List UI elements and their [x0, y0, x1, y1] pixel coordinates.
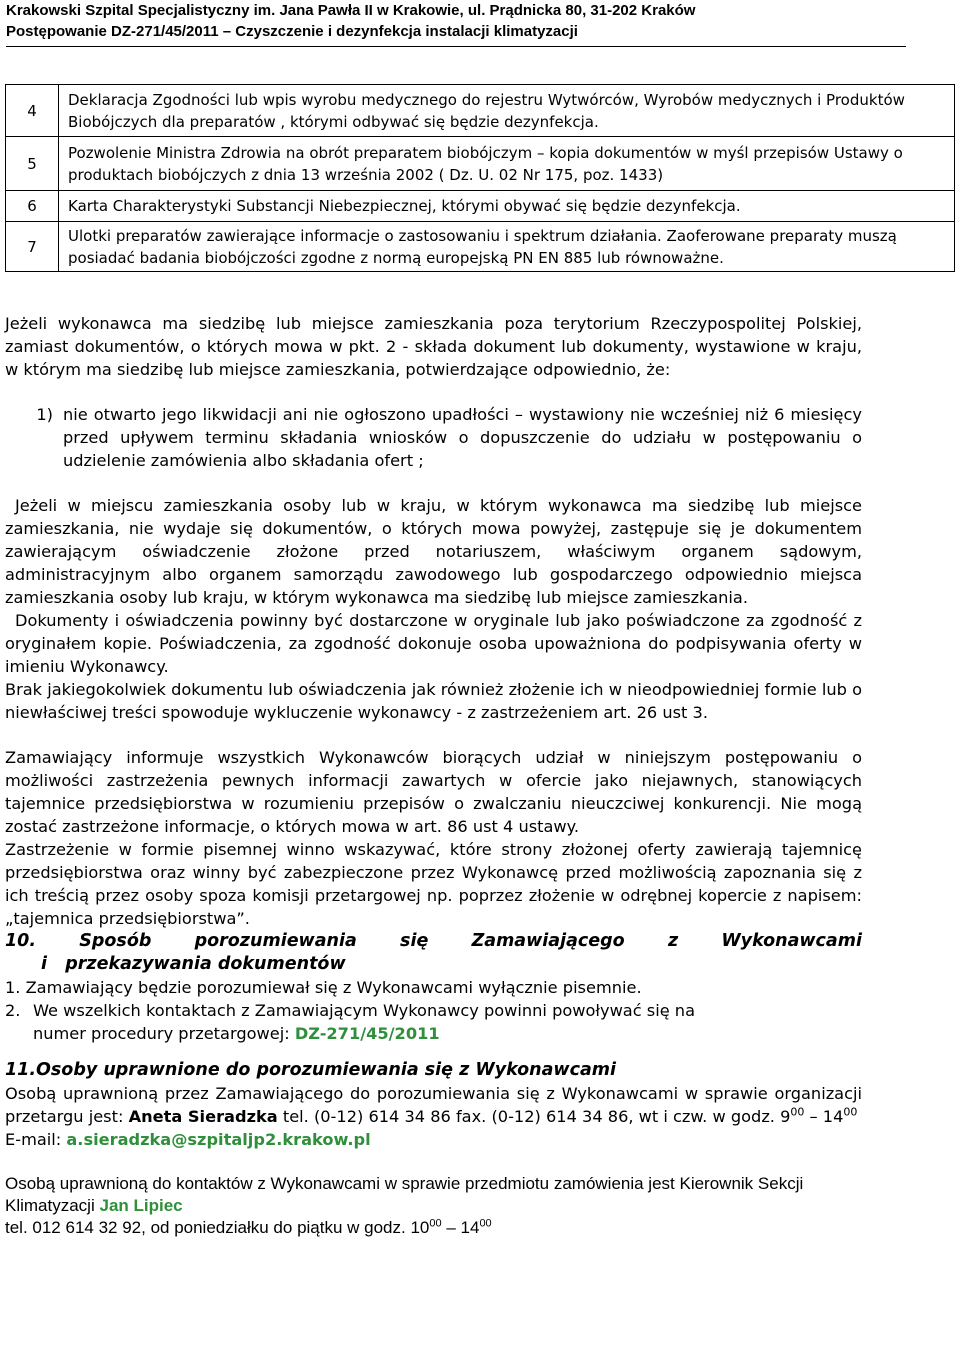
paragraph-notary-statement: Jeżeli w miejscu zamieszkania osoby lub w kraju, w którym wykonawca ma siedzibę lub miejsce zamieszkania, nie wydaje się dokumentów, o których mowa powyżej, zastępuje się je dokumentem zawierającym oświadczenie złożone przed notariuszem, właściwym organem sądowym, administracyjnym albo organem samorządu zawodowego lub gospodarczego odpowiednio miejsca zamieszkania osoby lub kraju, w którym wykonawca ma siedzibę lub miejsce zamieszkania. — [5, 496, 862, 607]
hours-superscript: 00 — [479, 1217, 492, 1230]
phone-hours: tel. 012 614 32 92, od poniedziałku do piątku w godz. 10 — [5, 1218, 430, 1237]
contact-person-name: Aneta Sieradzka — [128, 1107, 278, 1126]
hours-dash: – 14 — [441, 1218, 480, 1237]
document-body — [5, 312, 862, 1239]
procedure-number-label: numer procedury przetargowej: — [33, 1024, 290, 1043]
paragraph-trade-secret-form: Zastrzeżenie w formie pisemnej winno wskazywać, które strony złożonej oferty zawierają tajemnicę przedsiębiorstwa oraz winny być zabezpieczone przez Wykonawcę przed możliwością zapoznania się z ich treścią przez osoby spoza komisji przetargowej np. poprzez złożenie w odrębnej kopercie z napisem: „tajemnica przedsiębiorstwa”. — [5, 840, 862, 928]
section-10-word: z — [667, 931, 679, 951]
row-text: Pozwolenie Ministra Zdrowia na obrót preparatem biobójczym – kopia dokumentów w myśl przepisów Ustawy o produktach biobójczych z dnia 13 września 2002 ( Dz. U. 02 Nr 175, poz. 1433) — [59, 137, 955, 191]
contact-phone-hours: tel. (0-12) 614 34 86 fax. (0-12) 614 34 86, wt i czw. w godz. 9 — [282, 1107, 791, 1126]
paragraph-foreign-contractor: Jeżeli wykonawca ma siedzibę lub miejsce zamieszkania poza terytorium Rzeczypospolitej Polskiej, zamiast dokumentów, o których mowa w pkt. 2 - składa dokument lub dokumenty, wystawione w kraju, w którym ma siedzibę lub miejsce zamieszkania, potwierdzające odpowiednio, że: — [5, 314, 862, 379]
section-12-phone — [5, 1217, 862, 1239]
section-10-word: się — [400, 931, 429, 951]
procedure-number-code: DZ-271/45/2011 — [294, 1024, 440, 1043]
section-10-word: Wykonawcami — [721, 931, 862, 951]
list-item-number: 2. — [5, 1001, 21, 1020]
section-10-heading-line2: i przekazywania dokumentów — [41, 954, 346, 974]
hours-dash: – 14 — [804, 1107, 844, 1126]
row-number: 7 — [6, 222, 59, 272]
row-number: 5 — [6, 137, 59, 191]
section-10-item-1: 1. Zamawiający będzie porozumiewał się z Wykonawcami wyłącznie pisemnie. — [5, 978, 642, 997]
paragraph-missing-documents: Brak jakiegokolwiek dokumentu lub oświadczenia jak również złożenie ich w nieodpowiedniej formie lub o niewłaściwej treści spowoduje wykluczenie wykonawcy - z zastrzeżeniem art. 26 ust 3. — [5, 680, 862, 722]
section-11-contact — [5, 1082, 862, 1128]
hours-superscript: 00 — [790, 1105, 805, 1119]
contact-text: Osobą uprawnioną przez Zamawiającego do porozumiewania się z Wykonawcami w sprawie organizacji przetargu jest: — [5, 1084, 862, 1126]
email-link[interactable]: a.sieradzka@szpitaljp2.krakow.pl — [66, 1130, 371, 1149]
section-10-number: 10. — [5, 931, 37, 951]
header-institution: Krakowski Szpital Specjalistyczny im. Jana Pawła II w Krakowie, ul. Prądnicka 80, 31-202 Kraków — [6, 2, 696, 19]
list-item-text: nie otwarto jego likwidacji ani nie ogłoszono upadłości – wystawiony nie wcześniej niż 6 miesięcy przed upływem terminu składania wniosków o dopuszczenie do udziału w postępowaniu o udzielenie zamówienia albo składania ofert ; — [63, 405, 862, 470]
email-label: E-mail: — [5, 1130, 62, 1149]
list-item — [5, 403, 862, 472]
table-row — [6, 222, 955, 272]
section-10-item-2 — [5, 999, 862, 1022]
row-text: Karta Charakterystyki Substancji Niebezpiecznej, którymi obywać się będzie dezynfekcja. — [59, 191, 955, 222]
table-row — [6, 85, 955, 137]
section-10-word: Sposób — [79, 931, 152, 951]
paragraph-certified-copies: Dokumenty i oświadczenia powinny być dostarczone w oryginale lub jako poświadczone za zgodność z oryginałem kopie. Poświadczenia, za zgodność dokonuje osoba upoważniona do podpisywania oferty w imieniu Wykonawcy. — [5, 611, 862, 676]
hours-superscript: 00 — [843, 1105, 858, 1119]
header-rule — [6, 46, 906, 47]
table-row — [6, 191, 955, 222]
section-12-contact — [5, 1173, 862, 1217]
contact-person-name: Jan Lipiec — [99, 1196, 183, 1215]
contact-text: Osobą uprawnioną do kontaktów z Wykonawcami w sprawie przedmiotu zamówienia jest Kierownik Sekcji Klimatyzacji — [5, 1174, 804, 1215]
page-header — [6, 0, 936, 42]
list-item-number: 1) — [36, 405, 53, 424]
paragraph-trade-secret-info: Zamawiający informuje wszystkich Wykonawców biorących udział w niniejszym postępowaniu o możliwości zastrzeżenia pewnych informacji zawartych w ofercie jako niejawnych, stanowiących tajemnice przedsiębiorstwa w rozumieniu przepisów o zwalczaniu nieuczciwej konkurencji. Nie mogą zostać zastrzeżone informacje, o których mowa w art. 86 ust 4 ustawy. — [5, 748, 862, 836]
row-number: 4 — [6, 85, 59, 137]
section-11-heading: 11.Osoby uprawnione do porozumiewania się z Wykonawcami — [5, 1060, 617, 1080]
section-10-word: porozumiewania — [194, 931, 357, 951]
table-row — [6, 137, 955, 191]
row-text: Ulotki preparatów zawierające informacje o zastosowaniu i spektrum działania. Zaoferowane preparaty muszą posiadać badania biobójczości zgodne z normą europejską PN EN 885 lub równoważne. — [59, 222, 955, 272]
section-10-word: Zamawiającego — [471, 931, 625, 951]
section-10-heading — [5, 930, 862, 976]
row-number: 6 — [6, 191, 59, 222]
requirements-table — [5, 84, 955, 272]
section-10-item-2-line2 — [33, 1022, 862, 1045]
header-procedure: Postępowanie DZ-271/45/2011 – Czyszczenie i dezynfekcja instalacji klimatyzacji — [6, 23, 578, 40]
hours-superscript: 00 — [429, 1217, 442, 1230]
section-11-email — [5, 1128, 862, 1151]
row-text: Deklaracja Zgodności lub wpis wyrobu medycznego do rejestru Wytwórców, Wyrobów medycznych i Produktów Biobójczych dla preparatów , którymi odbywać się będzie dezynfekcja. — [59, 85, 955, 137]
list-item-text: We wszelkich kontaktach z Zamawiającym Wykonawcy powinni powoływać się na — [33, 1001, 695, 1020]
